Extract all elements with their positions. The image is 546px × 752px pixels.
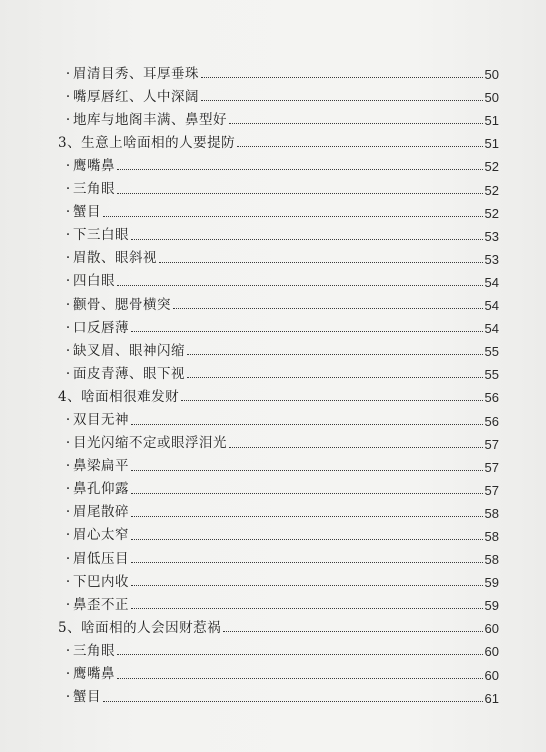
- toc-page-number: 54: [484, 274, 499, 290]
- toc-dot-leader: [173, 308, 483, 309]
- toc-page-number: 59: [484, 598, 499, 614]
- toc-dot-leader: [187, 354, 483, 355]
- toc-dot-leader: [201, 100, 483, 101]
- toc-page-number: 54: [484, 321, 499, 337]
- toc-page-number: 52: [484, 182, 499, 198]
- toc-bullet: ·: [65, 458, 71, 475]
- toc-entry-title: 鹰嘴鼻: [73, 157, 115, 174]
- toc-bullet: ·: [65, 504, 71, 521]
- toc-entry: [0, 197, 546, 220]
- toc-page-number: 51: [484, 136, 499, 152]
- toc-page-number: 50: [484, 67, 499, 83]
- toc-dot-leader: [117, 678, 483, 679]
- toc-section-heading: [0, 127, 546, 150]
- toc-entry: [0, 81, 546, 104]
- toc-page-number: 53: [484, 251, 499, 267]
- toc-dot-leader: [131, 562, 483, 563]
- toc-bullet: ·: [65, 319, 71, 336]
- toc-entry: [0, 58, 546, 81]
- toc-dot-leader: [131, 331, 483, 332]
- toc-entry: [0, 404, 546, 427]
- toc-entry: [0, 173, 546, 196]
- toc-dot-leader: [187, 377, 483, 378]
- toc-entry-title: 下巴内收: [73, 573, 129, 590]
- toc-bullet: ·: [65, 481, 71, 498]
- toc-bullet: ·: [65, 435, 71, 452]
- toc-dot-leader: [103, 216, 483, 217]
- toc-entry-title: 缺叉眉、眼神闪缩: [73, 342, 185, 359]
- toc-entry-title: 三角眼: [73, 642, 115, 659]
- toc-dot-leader: [103, 701, 483, 702]
- toc-dot-leader: [117, 285, 483, 286]
- toc-entry: [0, 312, 546, 335]
- toc-page-number: 58: [484, 505, 499, 521]
- toc-bullet: ·: [65, 412, 71, 428]
- toc-page-number: 52: [484, 205, 499, 221]
- toc-entry: [0, 428, 546, 451]
- toc-dot-leader: [237, 146, 482, 147]
- toc-entry-title: 嘴厚唇红、人中深阔: [73, 88, 199, 105]
- toc-bullet: ·: [65, 181, 71, 198]
- toc-section-heading: [0, 381, 546, 404]
- toc-entry-title: 三角眼: [73, 181, 115, 198]
- toc-entry: [0, 150, 546, 173]
- table-of-contents: [0, 58, 546, 705]
- toc-dot-leader: [131, 493, 483, 494]
- toc-bullet: ·: [65, 550, 71, 567]
- toc-bullet: ·: [65, 204, 71, 221]
- toc-dot-leader: [131, 424, 483, 425]
- toc-entry-title: 眉清目秀、耳厚垂珠: [73, 65, 199, 82]
- toc-bullet: ·: [65, 273, 71, 290]
- toc-dot-leader: [229, 123, 483, 124]
- toc-bullet: ·: [65, 596, 71, 613]
- toc-bullet: ·: [65, 157, 71, 174]
- toc-entry-title: 下三白眼: [73, 227, 129, 244]
- toc-bullet: ·: [65, 689, 71, 706]
- toc-entry-title: 目光闪缩不定或眼浮泪光: [73, 435, 227, 452]
- toc-page-number: 55: [484, 367, 499, 383]
- toc-entry-title: 地库与地阁丰满、鼻型好: [73, 111, 227, 128]
- toc-dot-leader: [131, 585, 483, 586]
- toc-page-number: 60: [484, 621, 499, 637]
- toc-dot-leader: [117, 193, 483, 194]
- toc-entry-title: 口反唇薄: [73, 319, 129, 336]
- toc-dot-leader: [117, 654, 483, 655]
- toc-entry-title: 眉散、眼斜视: [73, 250, 157, 267]
- toc-page-number: 61: [484, 690, 499, 706]
- toc-entry-title: 眉尾散碎: [73, 504, 129, 521]
- toc-entry-title: 蟹目: [73, 689, 101, 706]
- toc-dot-leader: [181, 400, 482, 401]
- toc-entry-title: 鼻梁扁平: [73, 458, 129, 475]
- toc-dot-leader: [131, 516, 483, 517]
- toc-bullet: ·: [65, 88, 71, 105]
- toc-page-number: 57: [484, 436, 499, 452]
- toc-bullet: ·: [65, 111, 71, 128]
- toc-bullet: ·: [65, 65, 71, 82]
- toc-entry: [0, 658, 546, 681]
- toc-entry: [0, 243, 546, 266]
- toc-page-number: 58: [484, 528, 499, 544]
- toc-bullet: ·: [65, 227, 71, 244]
- toc-page-number: 51: [484, 113, 499, 129]
- toc-entry: [0, 520, 546, 543]
- toc-dot-leader: [229, 447, 483, 448]
- toc-page-number: 56: [484, 390, 499, 406]
- toc-entry: [0, 266, 546, 289]
- toc-entry-title: 5、啥面相的人会因财惹祸: [58, 619, 222, 636]
- toc-entry: [0, 543, 546, 566]
- toc-page-number: 60: [484, 644, 499, 660]
- toc-entry: [0, 589, 546, 612]
- toc-bullet: ·: [65, 342, 71, 359]
- toc-bullet: ·: [65, 250, 71, 267]
- toc-page-number: 60: [484, 667, 499, 683]
- toc-entry: [0, 682, 546, 705]
- toc-bullet: ·: [65, 666, 71, 683]
- toc-page-number: 59: [484, 575, 499, 591]
- toc-entry-title: 鼻歪不正: [73, 596, 129, 613]
- toc-entry: [0, 451, 546, 474]
- toc-bullet: ·: [65, 296, 71, 313]
- toc-dot-leader: [117, 169, 483, 170]
- toc-page-number: 52: [484, 159, 499, 175]
- toc-entry: [0, 497, 546, 520]
- toc-page-number: 58: [484, 552, 499, 568]
- toc-entry: [0, 220, 546, 243]
- toc-bullet: ·: [65, 527, 71, 544]
- toc-page-number: 50: [484, 90, 499, 106]
- toc-dot-leader: [159, 262, 483, 263]
- toc-page-number: 56: [484, 413, 499, 429]
- toc-bullet: ·: [65, 365, 71, 382]
- toc-page-number: 53: [484, 228, 499, 244]
- toc-bullet: ·: [65, 573, 71, 590]
- toc-page-number: 57: [484, 482, 499, 498]
- toc-page-number: 55: [484, 344, 499, 360]
- toc-entry: [0, 474, 546, 497]
- toc-entry-title: 四白眼: [73, 273, 115, 290]
- toc-bullet: ·: [65, 642, 71, 659]
- toc-entry: [0, 104, 546, 127]
- toc-entry-title: 眉心太窄: [73, 527, 129, 544]
- toc-dot-leader: [131, 539, 483, 540]
- toc-entry-title: 眉低压目: [73, 550, 129, 567]
- toc-entry-title: 颧骨、腮骨横突: [73, 296, 171, 313]
- toc-entry: [0, 289, 546, 312]
- toc-section-heading: [0, 612, 546, 635]
- toc-dot-leader: [131, 608, 483, 609]
- toc-page-number: 54: [484, 298, 499, 314]
- toc-dot-leader: [223, 631, 482, 632]
- toc-dot-leader: [131, 239, 483, 240]
- toc-entry-title: 双目无神: [73, 412, 129, 428]
- toc-entry-title: 蟹目: [73, 204, 101, 221]
- toc-entry-title: 4、啥面相很难发财: [58, 388, 180, 405]
- toc-entry-title: 鹰嘴鼻: [73, 666, 115, 683]
- toc-entry: [0, 358, 546, 381]
- toc-page-number: 57: [484, 459, 499, 475]
- toc-entry-title: 面皮青薄、眼下视: [73, 365, 185, 382]
- toc-dot-leader: [201, 77, 483, 78]
- toc-dot-leader: [131, 470, 483, 471]
- toc-entry: [0, 635, 546, 658]
- toc-entry: [0, 566, 546, 589]
- toc-entry-title: 3、生意上啥面相的人要提防: [58, 134, 236, 151]
- toc-entry: [0, 335, 546, 358]
- toc-entry-title: 鼻孔仰露: [73, 481, 129, 498]
